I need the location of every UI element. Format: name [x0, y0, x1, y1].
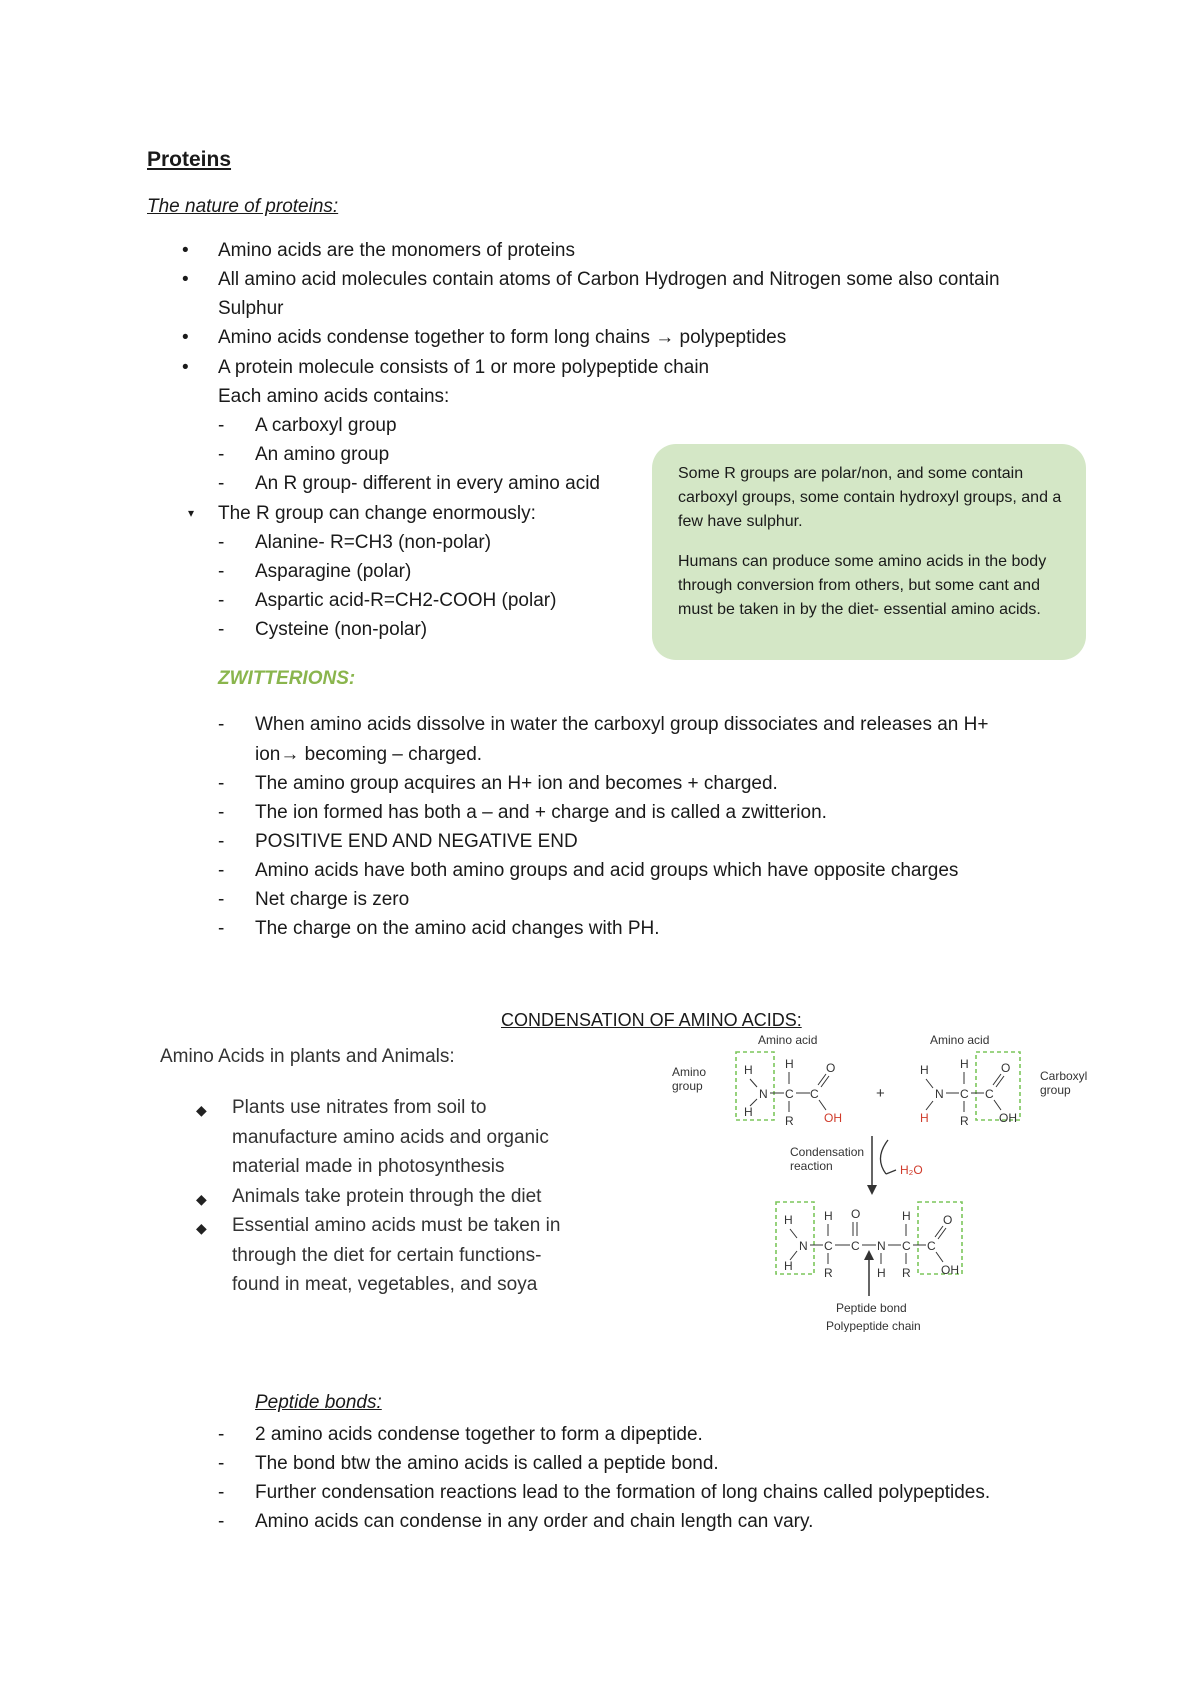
atom-h: H	[960, 1057, 969, 1071]
list-item: ◆ Animals take protein through the diet	[232, 1182, 541, 1212]
amino-group-box	[736, 1052, 774, 1120]
atom-r: R	[824, 1266, 833, 1280]
atom-c: C	[851, 1239, 860, 1253]
dash-icon: -	[218, 415, 225, 436]
carboxyl-group-label: Carboxyl group	[1040, 1069, 1088, 1097]
dash-icon: -	[218, 1424, 225, 1445]
list-item: • Amino acids are the monomers of proteins	[218, 236, 575, 265]
dash-icon: -	[218, 802, 225, 823]
atom-c: C	[824, 1239, 833, 1253]
dash-icon: -	[218, 860, 225, 881]
atom-c: C	[810, 1087, 819, 1101]
condensation-diagram	[660, 1030, 1100, 1332]
callout-box	[652, 444, 1086, 660]
list-item: - The bond btw the amino acids is called a peptide bond.	[255, 1449, 719, 1478]
atom-h: H	[902, 1209, 911, 1223]
dash-icon: -	[218, 444, 225, 465]
list-item-continuation: found in meat, vegetables, and soya	[232, 1274, 538, 1295]
atom-n: N	[935, 1087, 944, 1101]
atom-r: R	[785, 1114, 794, 1128]
list-item: - When amino acids dissolve in water the carboxyl group dissociates and releases an H+	[255, 710, 988, 739]
atom-h: H	[877, 1266, 886, 1280]
list-item: ◆ Plants use nitrates from soil to	[232, 1093, 487, 1123]
list-item: - The amino group acquires an H+ ion and becomes + charged.	[255, 769, 778, 798]
atom-h: H	[744, 1063, 753, 1077]
plants-heading: Amino Acids in plants and Animals:	[160, 1046, 455, 1067]
up-arrow-icon	[864, 1250, 874, 1260]
condensation-label: Condensation reaction	[790, 1145, 865, 1173]
list-item-continuation: through the diet for certain functions-	[232, 1244, 542, 1266]
list-item-continuation: Sulphur	[218, 298, 284, 319]
list-item: - A carboxyl group	[255, 411, 397, 440]
list-item: - Cysteine (non-polar)	[255, 615, 427, 644]
callout-paragraph-1: Some R groups are polar/non, and some contain carboxyl groups, some contain hydroxyl groups, and a few have sulphur.	[678, 465, 1062, 530]
atom-n: N	[877, 1239, 886, 1253]
list-item: - 2 amino acids condense together to form a dipeptide.	[255, 1420, 703, 1449]
atom-o: O	[1001, 1061, 1011, 1075]
atom-h: H	[744, 1105, 753, 1119]
list-item: - Net charge is zero	[255, 885, 409, 914]
each-contains-intro: Each amino acids contains:	[218, 386, 450, 407]
bullet-icon: •	[182, 357, 189, 378]
atom-h: H	[784, 1213, 793, 1227]
list-item: - Asparagine (polar)	[255, 557, 411, 586]
amino-group-box	[776, 1202, 814, 1274]
list-item: - POSITIVE END AND NEGATIVE END	[255, 827, 578, 856]
atom-h: H	[824, 1209, 833, 1223]
peptide-bond-label: Peptide bond	[836, 1301, 907, 1315]
amino-acid-label-1: Amino acid	[758, 1033, 818, 1047]
dash-icon: -	[218, 1453, 225, 1474]
list-item: - The ion formed has both a – and + charge and is called a zwitterion.	[255, 798, 827, 827]
dash-icon: -	[218, 714, 225, 735]
atom-c: C	[960, 1087, 969, 1101]
atom-c: C	[985, 1087, 994, 1101]
bullet-icon: •	[182, 269, 189, 290]
list-item-continuation: manufacture amino acids and organic	[232, 1126, 549, 1148]
dash-icon: -	[218, 473, 225, 494]
atom-n: N	[759, 1087, 768, 1101]
dash-icon: -	[218, 532, 225, 553]
diamond-bullet-icon: ◆	[196, 1220, 207, 1236]
peptide-heading: Peptide bonds:	[255, 1392, 382, 1413]
r-group-intro: ▾ The R group can change enormously:	[218, 499, 536, 528]
dash-icon: -	[218, 889, 225, 910]
dash-icon: -	[218, 590, 225, 611]
atom-oh: OH	[824, 1111, 842, 1125]
dash-icon: -	[218, 1511, 225, 1532]
list-item: - An R group- different in every amino acid	[255, 469, 600, 498]
atom-oh: OH	[999, 1111, 1017, 1125]
atom-c: C	[902, 1239, 911, 1253]
atom-c: C	[927, 1239, 936, 1253]
atom-h: H	[784, 1259, 793, 1273]
list-item: - An amino group	[255, 440, 389, 469]
list-item-continuation: ion→ becoming – charged.	[255, 744, 483, 765]
list-item: • All amino acid molecules contain atoms of Carbon Hydrogen and Nitrogen some also contain	[218, 265, 1000, 294]
bullet-icon: •	[182, 240, 189, 261]
dash-icon: -	[218, 561, 225, 582]
list-item: • A protein molecule consists of 1 or more polypeptide chain	[218, 353, 709, 382]
condensation-heading: CONDENSATION OF AMINO ACIDS:	[501, 1010, 802, 1030]
dash-icon: -	[218, 773, 225, 794]
water-label: H₂O	[900, 1163, 923, 1177]
atom-h: H	[920, 1111, 929, 1125]
atom-h: H	[785, 1057, 794, 1071]
atom-r: R	[902, 1266, 911, 1280]
list-item: - Further condensation reactions lead to the formation of long chains called polypeptides.	[255, 1478, 990, 1507]
diamond-bullet-icon: ◆	[196, 1102, 207, 1118]
atom-o: O	[943, 1213, 953, 1227]
atom-o: O	[851, 1207, 861, 1221]
list-item: • Amino acids condense together to form long chains → polypeptides	[218, 323, 786, 352]
zwitterions-heading: ZWITTERIONS:	[218, 668, 356, 689]
nature-heading: The nature of proteins:	[147, 196, 339, 217]
list-item: - Amino acids have both amino groups and acid groups which have opposite charges	[255, 856, 958, 885]
atom-h: H	[920, 1063, 929, 1077]
amino-group-label: Amino group	[672, 1065, 707, 1093]
plus-icon: +	[876, 1085, 885, 1102]
atom-oh: OH	[941, 1263, 959, 1277]
list-item: - Aspartic acid-R=CH2-COOH (polar)	[255, 586, 556, 615]
diamond-bullet-icon: ◆	[196, 1190, 207, 1207]
page-title: Proteins	[147, 148, 232, 171]
dash-icon: -	[218, 1482, 225, 1503]
polypeptide-label: Polypeptide chain	[826, 1319, 921, 1332]
callout-paragraph-2: Humans can produce some amino acids in the body through conversion from others, but some cant and must be taken in by the diet- essential amino acids.	[678, 553, 1047, 618]
dash-icon: -	[218, 831, 225, 852]
atom-n: N	[799, 1239, 808, 1253]
carboxyl-group-box	[976, 1052, 1020, 1120]
list-item: - Amino acids can condense in any order and chain length can vary.	[255, 1507, 813, 1536]
list-item: - Alanine- R=CH3 (non-polar)	[255, 528, 491, 557]
bullet-icon: •	[182, 327, 189, 348]
dash-icon: -	[218, 619, 225, 640]
list-item-continuation: material made in photosynthesis	[232, 1156, 505, 1177]
arrow-down-icon: ▾	[188, 506, 195, 520]
atom-o: O	[826, 1061, 836, 1075]
amino-acid-label-2: Amino acid	[930, 1033, 990, 1047]
atom-r: R	[960, 1114, 969, 1128]
atom-c: C	[785, 1087, 794, 1101]
list-item: ◆ Essential amino acids must be taken in	[232, 1211, 560, 1241]
dash-icon: -	[218, 918, 225, 939]
list-item: - The charge on the amino acid changes with PH.	[255, 914, 660, 943]
